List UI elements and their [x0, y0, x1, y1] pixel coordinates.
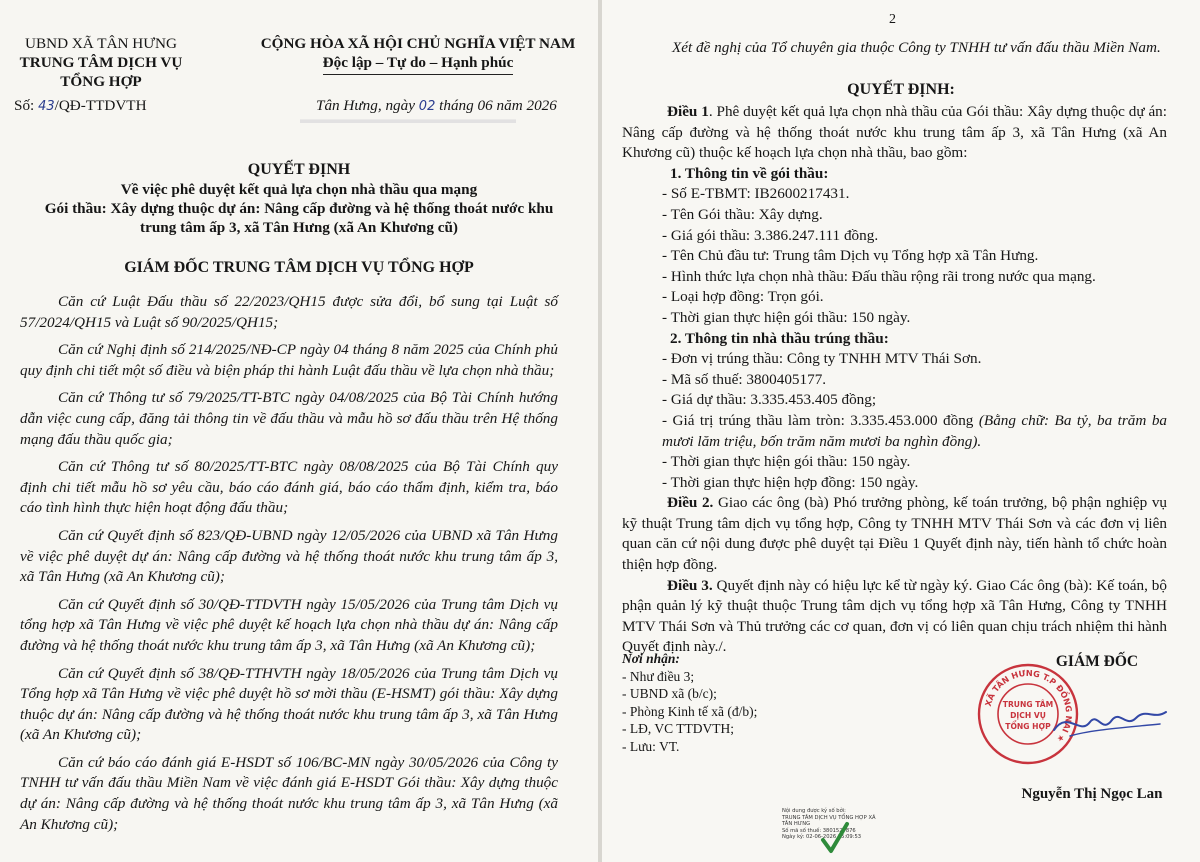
- award-price: - Giá trị trúng thầu làm tròn: 3.335.453.000 đồng (Bằng chữ: Ba tỷ, ba trăm ba mươi lăm triệu, bốn trăm năm mươi ba nghìn đồng).: [662, 411, 1168, 450]
- recipient: - LĐ, VC TTDVTH;: [622, 721, 734, 736]
- legal-basis: Căn cứ Thông tư số 79/2025/TT-BTC ngày 04/08/2025 của Bộ Tài Chính hướng dẫn việc cung cấp, đăng tải thông tin về đấu thầu và mẫu hồ sơ đấu thầu trên Hệ thống mạng đấu thầu quốc gia;: [20, 389, 558, 448]
- award-price-words: (Bằng chữ: Ba tỷ, ba trăm ba mươi lăm triệu, bốn trăm năm mươi ba nghìn đồng).: [662, 411, 1168, 450]
- green-check-icon: [820, 820, 850, 858]
- handwritten-signature-icon: [1050, 690, 1170, 750]
- recipient: - Lưu: VT.: [622, 738, 680, 754]
- legal-basis: Căn cứ Thông tư số 80/2025/TT-BTC ngày 08/08/2025 của Bộ Tài Chính quy định chi tiết mẫu hồ sơ yêu cầu, báo cáo đánh giá, báo cáo thẩm định, kiểm tra, báo cáo tình hình thực hiện hoạt động đấu thầu;: [20, 458, 558, 517]
- document-number: Số: 43/QĐ-TTDVTH: [14, 97, 147, 114]
- list-item: - Thời gian thực hiện gói thầu: 150 ngày.: [662, 453, 911, 471]
- list-item: - Hình thức lựa chọn nhà thầu: Đấu thầu rộng rãi trong nước qua mạng.: [662, 267, 1096, 285]
- list-item: - Tên Chủ đầu tư: Trung tâm Dịch vụ Tổng hợp xã Tân Hưng.: [662, 247, 1039, 265]
- proposal-line: Xét đề nghị của Tổ chuyên gia thuộc Công ty TNHH tư vấn đấu thầu Miền Nam.: [672, 39, 1161, 56]
- bleed-through: ▬▬▬▬▬▬▬▬▬▬▬▬▬▬▬▬▬▬: [300, 112, 516, 126]
- recipients-block: [622, 650, 882, 755]
- legal-basis: Căn cứ Luật Đấu thầu số 22/2023/QH15 được sửa đổi, bổ sung tại Luật số 57/2024/QH15 và Luật số 90/2025/QH15;: [20, 293, 558, 331]
- digital-signature-info: Nội dung được ký số bởi: TRUNG TÂM DỊCH VỤ TỔNG HỢP XÃ TÂN HƯNG Số mã số thuế: 3801527876 Ngày ký: 02-06-2026 15:09:53: [782, 808, 876, 841]
- document-subject: Về việc phê duyệt kết quả lựa chọn nhà thầu qua mạng Gói thầu: Xây dựng thuộc dự án: Nâng cấp đường và hệ thống thoát nước khu trung tâm ấp 3, xã Tân Hưng (xã An Khương cũ): [44, 181, 554, 236]
- page-one: [0, 0, 598, 862]
- legal-bases: [20, 292, 558, 842]
- article-2: Điều 2. Giao các ông (bà) Phó trưởng phòng, kế toán trưởng, bộ phận nghiệp vụ kỹ thuật Trung tâm dịch vụ tổng hợp, Công ty TNHH MTV Thái Sơn và các đơn vị liên quan căn cứ nội dung được phê duyệt tại Điều 1 Quyết định này, tiến hành tổ chức hoàn thiện hợp đồng.: [622, 494, 1168, 574]
- legal-basis: Căn cứ Quyết định số 30/QĐ-TTDVTH ngày 15/05/2026 của Trung tâm Dịch vụ tổng hợp xã Tân Hưng về việc phê duyệt kế hoạch lựa chọn nhà thầu dự án: Nâng cấp đường và hệ thống thoát nước khu trung tâm ấp 3, xã Tân Hưng (xã An Khương cũ);: [20, 595, 558, 654]
- list-item: - Mã số thuế: 3800405177.: [662, 370, 827, 388]
- svg-text:TRUNG TÂM: TRUNG TÂM: [1002, 700, 1054, 709]
- svg-text:TỔNG HỢP: TỔNG HỢP: [1005, 722, 1051, 731]
- national-motto: Độc lập – Tự do – Hạnh phúc: [323, 53, 514, 75]
- section-package-info: 1. Thông tin về gói thầu:: [670, 164, 829, 182]
- decision-heading: QUYẾT ĐỊNH:: [847, 81, 955, 98]
- handwritten-number: 43: [38, 99, 55, 114]
- agency-name-line2: TỔNG HỢP: [60, 73, 142, 90]
- nation-name: CỘNG HÒA XÃ HỘI CHỦ NGHĨA VIỆT NAM: [260, 35, 576, 52]
- agency-parent: UBND XÃ TÂN HƯNG: [25, 35, 177, 52]
- issue-date: Tân Hưng, ngày 02 tháng 06 năm 2026: [316, 97, 557, 114]
- article-1: Điều 1. Phê duyệt kết quả lựa chọn nhà thầu của Gói thầu: Xây dựng thuộc dự án: Nâng cấp đường và hệ thống thoát nước khu trung tâm ấp 3, xã Tân Hưng (xã An Khương cũ) thuộc kế hoạch lựa chọn nhà thầu, bao gồm:: [622, 103, 1167, 162]
- issuing-authority: GIÁM ĐỐC TRUNG TÂM DỊCH VỤ TỔNG HỢP: [124, 259, 474, 276]
- list-item: - Loại hợp đồng: Trọn gói.: [662, 288, 824, 306]
- recipients-title: Nơi nhận:: [622, 651, 680, 666]
- legal-basis: Căn cứ Quyết định số 823/QĐ-UBND ngày 12/05/2026 của UBND xã Tân Hưng về việc phê duyệt dự án: Nâng cấp đường và hệ thống thoát nước khu trung tâm ấp 3, xã Tân Hưng (xã An Khương cũ);: [20, 526, 558, 586]
- recipient: - Như điều 3;: [622, 668, 695, 684]
- list-item: - Số E-TBMT: IB2600217431.: [662, 185, 850, 203]
- recipient: - Phòng Kinh tế xã (đ/b);: [622, 703, 758, 719]
- decision-body: [622, 102, 1167, 658]
- agency-name-line1: TRUNG TÂM DỊCH VỤ: [19, 54, 183, 71]
- legal-basis: Căn cứ Quyết định số 38/QĐ-TTHVTH ngày 18/05/2026 của Trung tâm Dịch vụ Tổng hợp xã Tân Hưng về việc phê duyệt hồ sơ mời thầu (E-HSMT) gói thầu: Xây dựng thuộc dự án: Nâng cấp đường và hệ thống thoát nước khu trung tâm ấp 3, xã Tân Hưng (xã An Khương cũ);: [20, 664, 558, 744]
- page-two: [602, 0, 1200, 862]
- list-item: - Đơn vị trúng thầu: Công ty TNHH MTV Thái Sơn.: [662, 350, 982, 368]
- svg-text:DỊCH VỤ: DỊCH VỤ: [1010, 711, 1046, 720]
- legal-basis: Căn cứ Nghị định số 214/2025/NĐ-CP ngày 04 tháng 8 năm 2025 của Chính phủ quy định chi tiết một số điều và biện pháp thi hành Luật đấu thầu về lựa chọn nhà thầu;: [20, 341, 558, 379]
- section-winner-info: 2. Thông tin nhà thầu trúng thầu:: [670, 329, 889, 347]
- list-item: - Thời gian thực hiện gói thầu: 150 ngày.: [662, 308, 911, 326]
- signature-title: GIÁM ĐỐC: [1055, 653, 1139, 670]
- national-header: [238, 34, 598, 75]
- recipient: - UBND xã (b/c);: [622, 686, 717, 701]
- issuing-agency: [6, 34, 196, 91]
- document-title: QUYẾT ĐỊNH: [247, 161, 351, 178]
- list-item: - Thời gian thực hiện hợp đồng: 150 ngày.: [662, 473, 919, 491]
- signer-name: Nguyễn Thị Ngọc Lan: [1021, 786, 1163, 802]
- legal-basis: Căn cứ báo cáo đánh giá E-HSDT số 106/BC-MN ngày 30/05/2026 của Công ty TNHH tư vấn đấu thầu Miền Nam về việc đánh giá E-HSDT Gói thầu: Xây dựng thuộc dự án: Nâng cấp đường và hệ thống thoát nước khu trung tâm ấp 3, xã Tân Hưng (xã An Khương cũ);: [20, 753, 558, 833]
- page-number: 2: [889, 12, 896, 27]
- svg-text:XÃ TÂN HƯNG T.P ĐỒNG NAI ★: XÃ TÂN HƯNG T.P ĐỒNG NAI ★: [982, 667, 1075, 745]
- handwritten-day: 02: [418, 99, 436, 114]
- list-item: - Giá dự thầu: 3.335.453.405 đồng;: [662, 391, 877, 409]
- list-item: - Tên Gói thầu: Xây dựng.: [662, 205, 823, 223]
- list-item: - Giá gói thầu: 3.386.247.111 đồng.: [662, 226, 879, 244]
- article-3: Điều 3. Quyết định này có hiệu lực kể từ ngày ký. Giao Các ông (bà): Kế toán, bộ phận quản lý kỹ thuật thuộc Trung tâm dịch vụ tổng hợp xã Tân Hưng, Công ty TNHH MTV Thái Sơn và Thủ trưởng các cơ quan, đơn vị có liên quan chịu trách nhiệm thi hành Quyết định này./.: [622, 576, 1167, 656]
